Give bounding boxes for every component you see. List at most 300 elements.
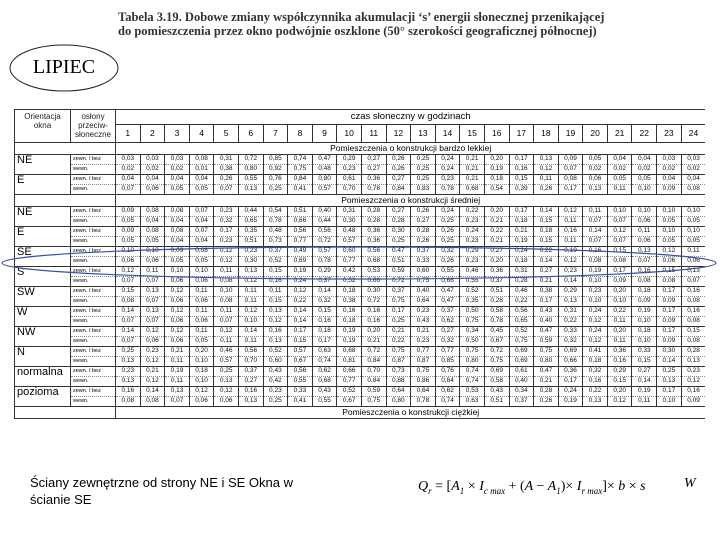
value-cell: 0,56	[312, 227, 337, 237]
value-cell: 0,12	[214, 387, 239, 397]
value-cell: 0,04	[165, 237, 190, 247]
value-cell: 0,09	[116, 227, 141, 237]
value-cell: 0,22	[460, 207, 485, 217]
value-cell: 0,20	[189, 347, 214, 357]
value-cell: 0,08	[140, 227, 165, 237]
value-cell: 0,07	[583, 217, 608, 227]
value-cell: 0,23	[411, 337, 436, 347]
value-cell: 0,23	[460, 217, 485, 227]
value-cell: 0,25	[386, 317, 411, 327]
value-cell: 0,09	[607, 277, 632, 287]
formula-a-minus-sub: 1	[556, 485, 561, 496]
formula-a1: A	[451, 479, 460, 494]
value-cell: 0,07	[607, 217, 632, 227]
value-cell: 0,37	[386, 287, 411, 297]
value-cell: 0,78	[435, 185, 460, 195]
glazing-label: zewn. / bez	[71, 207, 116, 217]
glazing-label: wewn.	[71, 377, 116, 387]
value-cell: 0,12	[607, 397, 632, 407]
value-cell: 0,29	[607, 367, 632, 377]
value-cell: 0,26	[534, 185, 559, 195]
value-cell: 0,20	[361, 327, 386, 337]
value-cell: 0,20	[607, 387, 632, 397]
value-cell: 0,27	[361, 155, 386, 165]
value-cell: 0,13	[583, 185, 608, 195]
value-cell: 0,10	[165, 267, 190, 277]
value-cell: 0,22	[288, 297, 313, 307]
value-cell: 0,17	[607, 267, 632, 277]
value-cell: 0,04	[189, 237, 214, 247]
table-row	[15, 185, 706, 195]
value-cell: 0,11	[214, 267, 239, 277]
value-cell: 0,36	[361, 227, 386, 237]
value-cell: 0,07	[116, 277, 141, 287]
value-cell: 0,36	[361, 237, 386, 247]
value-cell: 0,35	[460, 297, 485, 307]
value-cell: 0,16	[558, 227, 583, 237]
hour-header: 17	[509, 125, 534, 143]
value-cell: 0,21	[509, 227, 534, 237]
table-row	[15, 297, 706, 307]
value-cell: 0,13	[681, 357, 705, 367]
value-cell: 0,27	[534, 267, 559, 277]
value-cell: 0,13	[140, 287, 165, 297]
value-cell: 0,06	[140, 257, 165, 267]
value-cell: 0,51	[238, 237, 263, 247]
value-cell: 0,46	[509, 287, 534, 297]
value-cell: 0,16	[583, 247, 608, 257]
value-cell: 0,10	[189, 267, 214, 277]
value-cell: 0,75	[386, 297, 411, 307]
value-cell: 0,05	[189, 185, 214, 195]
value-cell: 0,17	[558, 377, 583, 387]
value-cell: 0,60	[337, 247, 362, 257]
value-cell: 0,17	[657, 287, 682, 297]
value-cell: 0,75	[534, 347, 559, 357]
value-cell: 0,80	[460, 357, 485, 367]
value-cell: 0,09	[558, 155, 583, 165]
value-cell: 0,37	[509, 397, 534, 407]
value-cell: 0,27	[411, 217, 436, 227]
value-cell: 0,60	[263, 357, 288, 367]
hour-header: 23	[657, 125, 682, 143]
value-cell: 0,06	[140, 185, 165, 195]
value-cell: 0,16	[509, 165, 534, 175]
value-cell: 0,66	[435, 277, 460, 287]
hour-header: 2	[140, 125, 165, 143]
orientation-cell: E	[15, 227, 71, 247]
value-cell: 0,37	[484, 277, 509, 287]
value-cell: 0,13	[534, 155, 559, 165]
value-cell: 0,62	[435, 387, 460, 397]
value-cell: 0,21	[411, 327, 436, 337]
value-cell: 0,75	[460, 347, 485, 357]
value-cell: 0,12	[189, 387, 214, 397]
value-cell: 0,32	[435, 247, 460, 257]
value-cell: 0,41	[288, 185, 313, 195]
glazing-label: zewn. / bez	[71, 367, 116, 377]
value-cell: 0,56	[238, 347, 263, 357]
value-cell: 0,27	[386, 175, 411, 185]
value-cell: 0,23	[238, 247, 263, 257]
value-cell: 0,22	[607, 307, 632, 317]
section-row	[15, 407, 706, 419]
value-cell: 0,85	[263, 155, 288, 165]
value-cell: 0,29	[312, 267, 337, 277]
value-cell: 0,42	[337, 267, 362, 277]
value-cell: 0,78	[484, 317, 509, 327]
value-cell: 0,75	[411, 277, 436, 287]
value-cell: 0,03	[116, 155, 141, 165]
value-cell: 0,19	[484, 165, 509, 175]
value-cell: 0,12	[165, 307, 190, 317]
glazing-label: wewn.	[71, 217, 116, 227]
value-cell: 0,07	[681, 277, 705, 287]
value-cell: 0,08	[189, 155, 214, 165]
value-cell: 0,12	[214, 327, 239, 337]
value-cell: 0,08	[657, 277, 682, 287]
value-cell: 0,55	[312, 397, 337, 407]
value-cell: 0,03	[657, 155, 682, 165]
value-cell: 0,04	[116, 175, 141, 185]
value-cell: 0,47	[435, 297, 460, 307]
value-cell: 0,72	[312, 237, 337, 247]
value-cell: 0,18	[632, 327, 657, 337]
value-cell: 0,16	[607, 357, 632, 367]
table-row	[15, 367, 706, 377]
value-cell: 0,22	[558, 317, 583, 327]
value-cell: 0,11	[214, 307, 239, 317]
value-cell: 0,11	[140, 267, 165, 277]
table-row	[15, 307, 706, 317]
value-cell: 0,57	[312, 185, 337, 195]
value-cell: 0,84	[288, 175, 313, 185]
value-cell: 0,47	[435, 287, 460, 297]
value-cell: 0,14	[238, 327, 263, 337]
value-cell: 0,08	[607, 257, 632, 267]
value-cell: 0,18	[583, 357, 608, 367]
value-cell: 0,08	[165, 227, 190, 237]
section-title: Pomieszczenia o konstrukcji ciężkiej	[116, 407, 706, 419]
value-cell: 0,67	[484, 337, 509, 347]
value-cell: 0,20	[484, 257, 509, 267]
value-cell: 0,23	[681, 367, 705, 377]
value-cell: 0,43	[484, 387, 509, 397]
value-cell: 0,51	[484, 397, 509, 407]
value-cell: 0,11	[238, 297, 263, 307]
value-cell: 0,58	[484, 377, 509, 387]
value-cell: 0,75	[288, 165, 313, 175]
value-cell: 0,37	[411, 247, 436, 257]
value-cell: 0,11	[607, 337, 632, 347]
value-cell: 0,11	[189, 307, 214, 317]
glazing-label: wewn.	[71, 277, 116, 287]
value-cell: 0,25	[657, 367, 682, 377]
value-cell: 0,13	[214, 377, 239, 387]
value-cell: 0,15	[657, 267, 682, 277]
value-cell: 0,48	[263, 227, 288, 237]
value-cell: 0,87	[411, 357, 436, 367]
value-cell: 0,36	[607, 347, 632, 357]
value-cell: 0,21	[460, 165, 485, 175]
value-cell: 0,49	[288, 247, 313, 257]
value-cell: 0,23	[435, 175, 460, 185]
value-cell: 0,57	[312, 247, 337, 257]
table-row	[15, 387, 706, 397]
value-cell: 0,32	[435, 337, 460, 347]
value-cell: 0,12	[558, 207, 583, 217]
value-cell: 0,30	[337, 217, 362, 227]
value-cell: 0,59	[534, 337, 559, 347]
value-cell: 0,20	[607, 327, 632, 337]
value-cell: 0,16	[361, 307, 386, 317]
value-cell: 0,06	[165, 317, 190, 327]
value-cell: 0,12	[607, 227, 632, 237]
value-cell: 0,47	[534, 327, 559, 337]
formula-ir-sub: r max	[581, 485, 603, 496]
value-cell: 0,21	[361, 337, 386, 347]
value-cell: 0,88	[386, 377, 411, 387]
value-cell: 0,53	[361, 267, 386, 277]
value-cell: 0,15	[312, 307, 337, 317]
value-cell: 0,05	[165, 185, 190, 195]
table-row	[15, 247, 706, 257]
value-cell: 0,09	[632, 297, 657, 307]
orientation-cell: pozioma	[15, 387, 71, 407]
formula-unit: W	[684, 476, 696, 491]
value-cell: 0,73	[386, 367, 411, 377]
value-cell: 0,11	[189, 287, 214, 297]
value-cell: 0,08	[140, 207, 165, 217]
value-cell: 0,05	[116, 237, 141, 247]
value-cell: 0,04	[165, 217, 190, 227]
value-cell: 0,26	[214, 175, 239, 185]
formula-lhs-sub: r	[428, 485, 432, 496]
value-cell: 0,12	[263, 317, 288, 327]
value-cell: 0,19	[632, 307, 657, 317]
value-cell: 0,86	[411, 377, 436, 387]
value-cell: 0,64	[411, 297, 436, 307]
value-cell: 0,05	[116, 217, 141, 227]
value-cell: 0,25	[411, 155, 436, 165]
value-cell: 0,14	[558, 277, 583, 287]
value-cell: 0,68	[460, 185, 485, 195]
value-cell: 0,21	[534, 277, 559, 287]
value-cell: 0,11	[263, 287, 288, 297]
value-cell: 0,05	[189, 257, 214, 267]
value-cell: 0,06	[681, 257, 705, 267]
value-cell: 0,44	[238, 207, 263, 217]
value-cell: 0,72	[484, 347, 509, 357]
orientation-cell: NE	[15, 207, 71, 227]
value-cell: 0,15	[288, 337, 313, 347]
orientation-cell: normalna	[15, 367, 71, 387]
glazing-label: wewn.	[71, 317, 116, 327]
value-cell: 0,87	[386, 357, 411, 367]
value-cell: 0,02	[632, 165, 657, 175]
value-cell: 0,13	[558, 297, 583, 307]
value-cell: 0,63	[460, 397, 485, 407]
hour-header: 6	[238, 125, 263, 143]
value-cell: 0,66	[361, 277, 386, 287]
value-cell: 0,75	[484, 357, 509, 367]
value-cell: 0,16	[116, 387, 141, 397]
value-cell: 0,66	[288, 217, 313, 227]
value-cell: 0,03	[140, 155, 165, 165]
value-cell: 0,05	[583, 155, 608, 165]
value-cell: 0,61	[337, 175, 362, 185]
glazing-label: zewn. / bez	[71, 227, 116, 237]
hour-header: 10	[337, 125, 362, 143]
table-row	[15, 337, 706, 347]
value-cell: 0,06	[189, 277, 214, 287]
value-cell: 0,77	[288, 237, 313, 247]
value-cell: 0,26	[411, 237, 436, 247]
value-cell: 0,69	[288, 257, 313, 267]
value-cell: 0,41	[583, 347, 608, 357]
value-cell: 0,56	[288, 227, 313, 237]
value-cell: 0,28	[361, 207, 386, 217]
header-hours-row	[15, 125, 706, 143]
value-cell: 0,65	[238, 217, 263, 227]
hour-header: 5	[214, 125, 239, 143]
value-cell: 0,15	[607, 247, 632, 257]
hour-header: 21	[607, 125, 632, 143]
table-row	[15, 347, 706, 357]
value-cell: 0,60	[411, 267, 436, 277]
value-cell: 0,23	[558, 267, 583, 277]
hour-header: 22	[632, 125, 657, 143]
value-cell: 0,25	[214, 367, 239, 377]
value-cell: 0,47	[534, 367, 559, 377]
value-cell: 0,06	[165, 277, 190, 287]
value-cell: 0,38	[534, 287, 559, 297]
value-cell: 0,12	[140, 357, 165, 367]
value-cell: 0,66	[337, 367, 362, 377]
value-cell: 0,13	[140, 307, 165, 317]
hour-header: 12	[386, 125, 411, 143]
value-cell: 0,11	[681, 247, 705, 257]
glazing-label: zewn. / bez	[71, 175, 116, 185]
hour-header: 3	[165, 125, 190, 143]
table-row	[15, 277, 706, 287]
value-cell: 0,13	[238, 267, 263, 277]
value-cell: 0,34	[460, 327, 485, 337]
value-cell: 0,10	[681, 227, 705, 237]
value-cell: 0,12	[214, 247, 239, 257]
value-cell: 0,43	[263, 367, 288, 377]
value-cell: 0,23	[411, 307, 436, 317]
value-cell: 0,06	[189, 397, 214, 407]
value-cell: 0,72	[386, 277, 411, 287]
value-cell: 0,06	[116, 257, 141, 267]
value-cell: 0,07	[214, 317, 239, 327]
value-cell: 0,70	[337, 185, 362, 195]
table-row	[15, 155, 706, 165]
value-cell: 0,13	[657, 377, 682, 387]
formula-ir: I	[576, 479, 582, 494]
value-cell: 0,01	[189, 165, 214, 175]
value-cell: 0,57	[214, 357, 239, 367]
value-cell: 0,10	[607, 207, 632, 217]
hour-header: 14	[435, 125, 460, 143]
value-cell: 0,15	[607, 377, 632, 387]
orientation-cell: S	[15, 267, 71, 287]
value-cell: 0,40	[411, 287, 436, 297]
formula-a: A	[524, 479, 533, 494]
value-cell: 0,11	[189, 327, 214, 337]
value-cell: 0,28	[509, 277, 534, 287]
section-row	[15, 143, 706, 155]
value-cell: 0,16	[337, 307, 362, 317]
value-cell: 0,69	[484, 367, 509, 377]
value-cell: 0,18	[632, 287, 657, 297]
value-cell: 0,72	[361, 347, 386, 357]
value-cell: 0,19	[558, 397, 583, 407]
value-cell: 0,15	[263, 267, 288, 277]
value-cell: 0,14	[140, 387, 165, 397]
glazing-label: wewn.	[71, 257, 116, 267]
value-cell: 0,09	[116, 207, 141, 217]
value-cell: 0,19	[337, 327, 362, 337]
value-cell: 0,19	[337, 337, 362, 347]
value-cell: 0,13	[681, 267, 705, 277]
value-cell: 0,14	[116, 327, 141, 337]
value-cell: 0,10	[657, 397, 682, 407]
value-cell: 0,04	[657, 175, 682, 185]
value-cell: 0,06	[583, 175, 608, 185]
value-cell: 0,06	[140, 337, 165, 347]
value-cell: 0,19	[165, 367, 190, 377]
month-bubble	[8, 43, 120, 93]
value-cell: 0,51	[484, 287, 509, 297]
value-cell: 0,10	[632, 207, 657, 217]
value-cell: 0,13	[238, 185, 263, 195]
table-title-line-1: Tabela 3.19. Dobowe zmiany współczynnika akumulacji ‘s’ energii słonecznej przenikającej	[118, 10, 605, 24]
value-cell: 0,05	[657, 217, 682, 227]
table-row	[15, 207, 706, 217]
value-cell: 0,07	[165, 397, 190, 407]
value-cell: 0,15	[263, 297, 288, 307]
value-cell: 0,74	[460, 367, 485, 377]
value-cell: 0,25	[411, 175, 436, 185]
value-cell: 0,70	[238, 357, 263, 367]
value-cell: 0,37	[312, 277, 337, 287]
value-cell: 0,27	[361, 165, 386, 175]
value-cell: 0,10	[214, 287, 239, 297]
header-row-1	[15, 110, 706, 125]
value-cell: 0,19	[583, 267, 608, 277]
value-cell: 0,78	[263, 217, 288, 227]
value-cell: 0,02	[165, 165, 190, 175]
value-cell: 0,12	[140, 377, 165, 387]
value-cell: 0,25	[386, 237, 411, 247]
value-cell: 0,08	[681, 297, 705, 307]
table-row	[15, 327, 706, 337]
value-cell: 0,78	[411, 397, 436, 407]
value-cell: 0,16	[681, 387, 705, 397]
value-cell: 0,36	[361, 175, 386, 185]
value-cell: 0,62	[312, 367, 337, 377]
value-cell: 0,56	[361, 247, 386, 257]
value-cell: 0,23	[263, 387, 288, 397]
value-cell: 0,12	[288, 287, 313, 297]
value-cell: 0,59	[386, 267, 411, 277]
value-cell: 0,33	[288, 387, 313, 397]
value-cell: 0,12	[534, 165, 559, 175]
value-cell: 0,69	[509, 347, 534, 357]
value-cell: 0,26	[435, 227, 460, 237]
